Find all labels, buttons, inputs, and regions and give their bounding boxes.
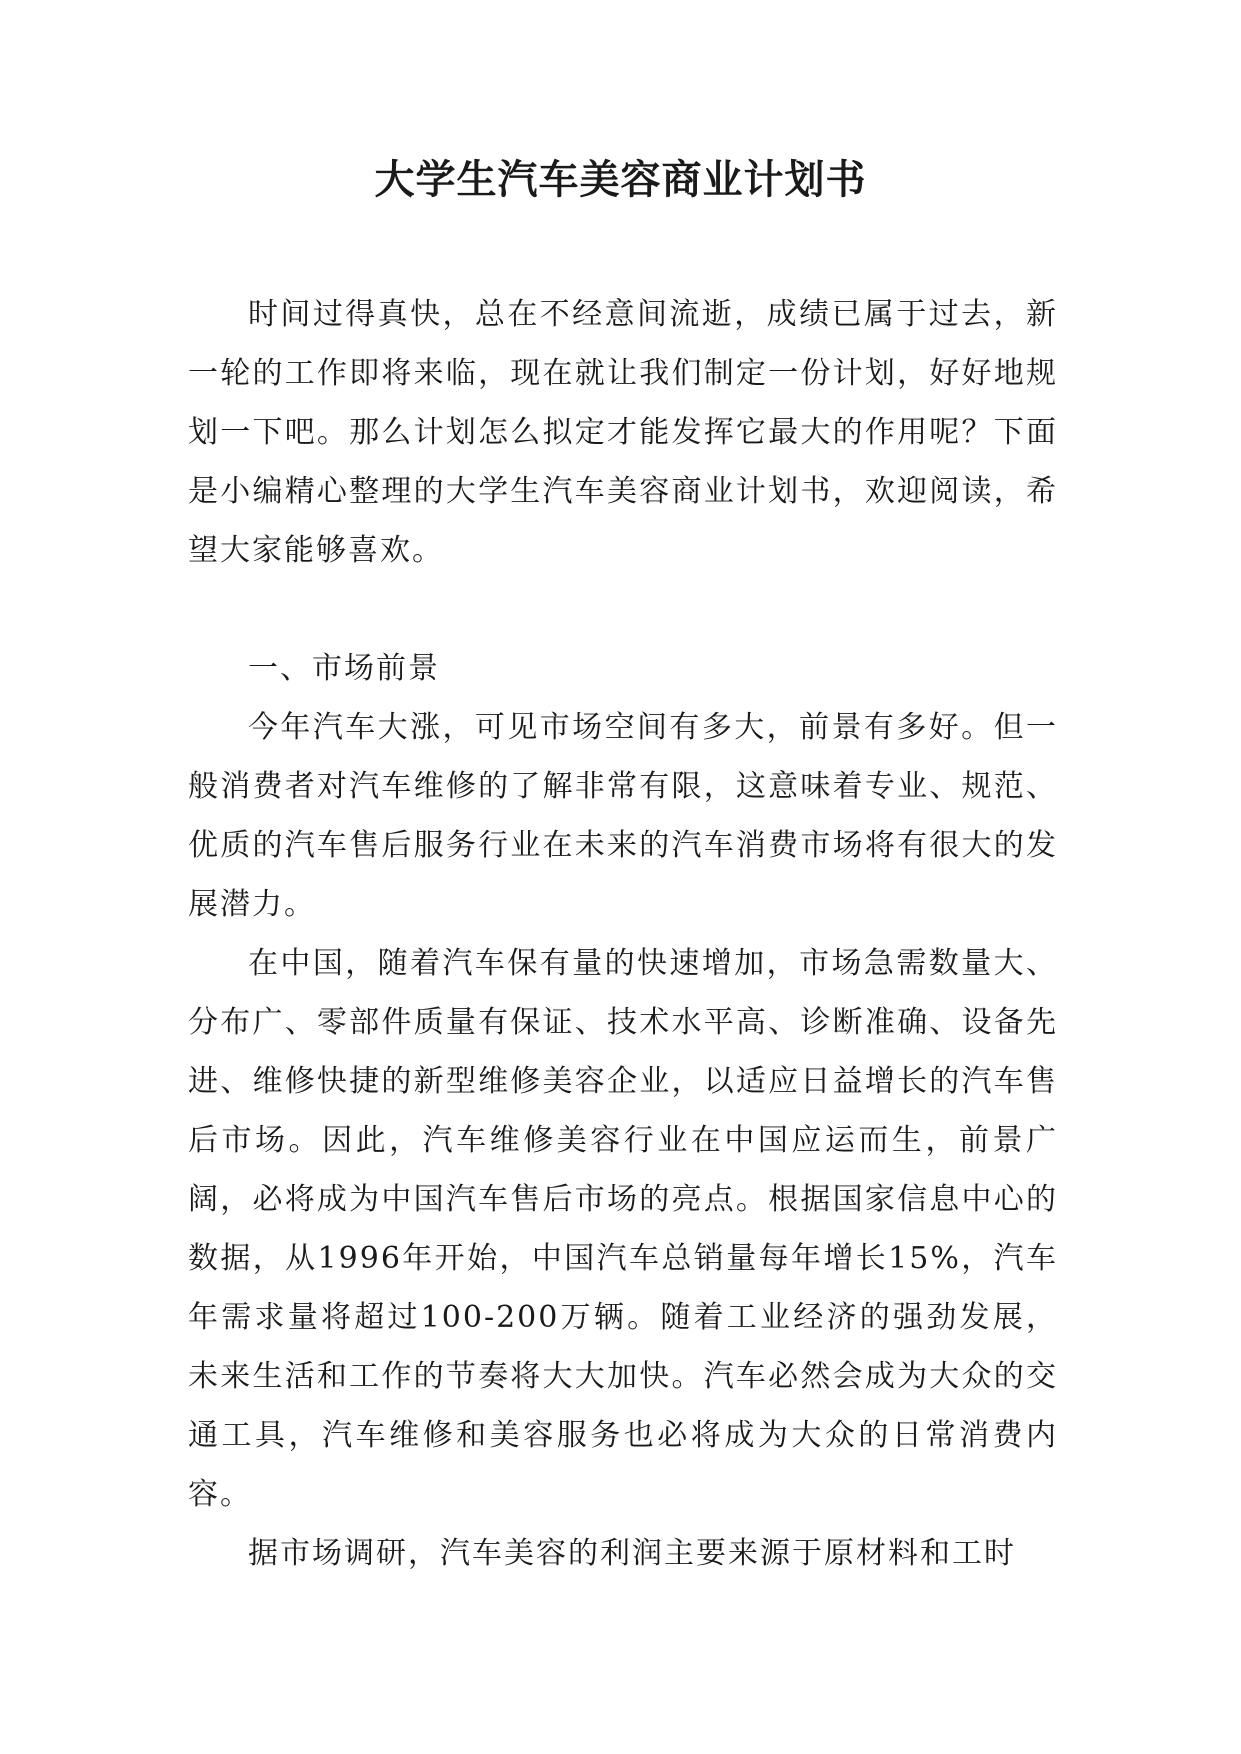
section-heading: 一、市场前景: [248, 651, 440, 686]
document-body: [188, 285, 1058, 1583]
paragraph-spacer: [188, 580, 1058, 639]
body-paragraph: 今年汽车大涨，可见市场空间有多大，前景有多好。但一般消费者对汽车维修的了解非常有限，这意味着专业、规范、优质的汽车售后服务行业在未来的汽车消费市场将有很大的发展潜力。: [188, 710, 1058, 922]
document-title: 大学生汽车美容商业计划书: [374, 157, 867, 203]
intro-paragraph: 时间过得真快，总在不经意间流逝，成绩已属于过去，新一轮的工作即将来临，现在就让我们制定一份计划，好好地规划一下吧。那么计划怎么拟定才能发挥它最大的作用呢？下面是小编精心整理的大学生汽车美容商业计划书，欢迎阅读，希望大家能够喜欢。: [188, 297, 1058, 568]
body-paragraph: 据市场调研，汽车美容的利润主要来源于原材料和工时: [248, 1536, 1016, 1571]
body-paragraph: 在中国，随着汽车保有量的快速增加，市场急需数量大、分布广、零部件质量有保证、技术水平高、诊断准确、设备先进、维修快捷的新型维修美容企业，以适应日益增长的汽车售后市场。因此，汽车维修美容行业在中国应运而生，前景广阔，必将成为中国汽车售后市场的亮点。根据国家信息中心的数据，从1996年开始，中国汽车总销量每年增长15%，汽车年需求量将超过100-200万辆。随着工业经济的强劲发展，未来生活和工作的节奏将大大加快。汽车必然会成为大众的交通工具，汽车维修和美容服务也必将成为大众的日常消费内容。: [188, 946, 1058, 1512]
